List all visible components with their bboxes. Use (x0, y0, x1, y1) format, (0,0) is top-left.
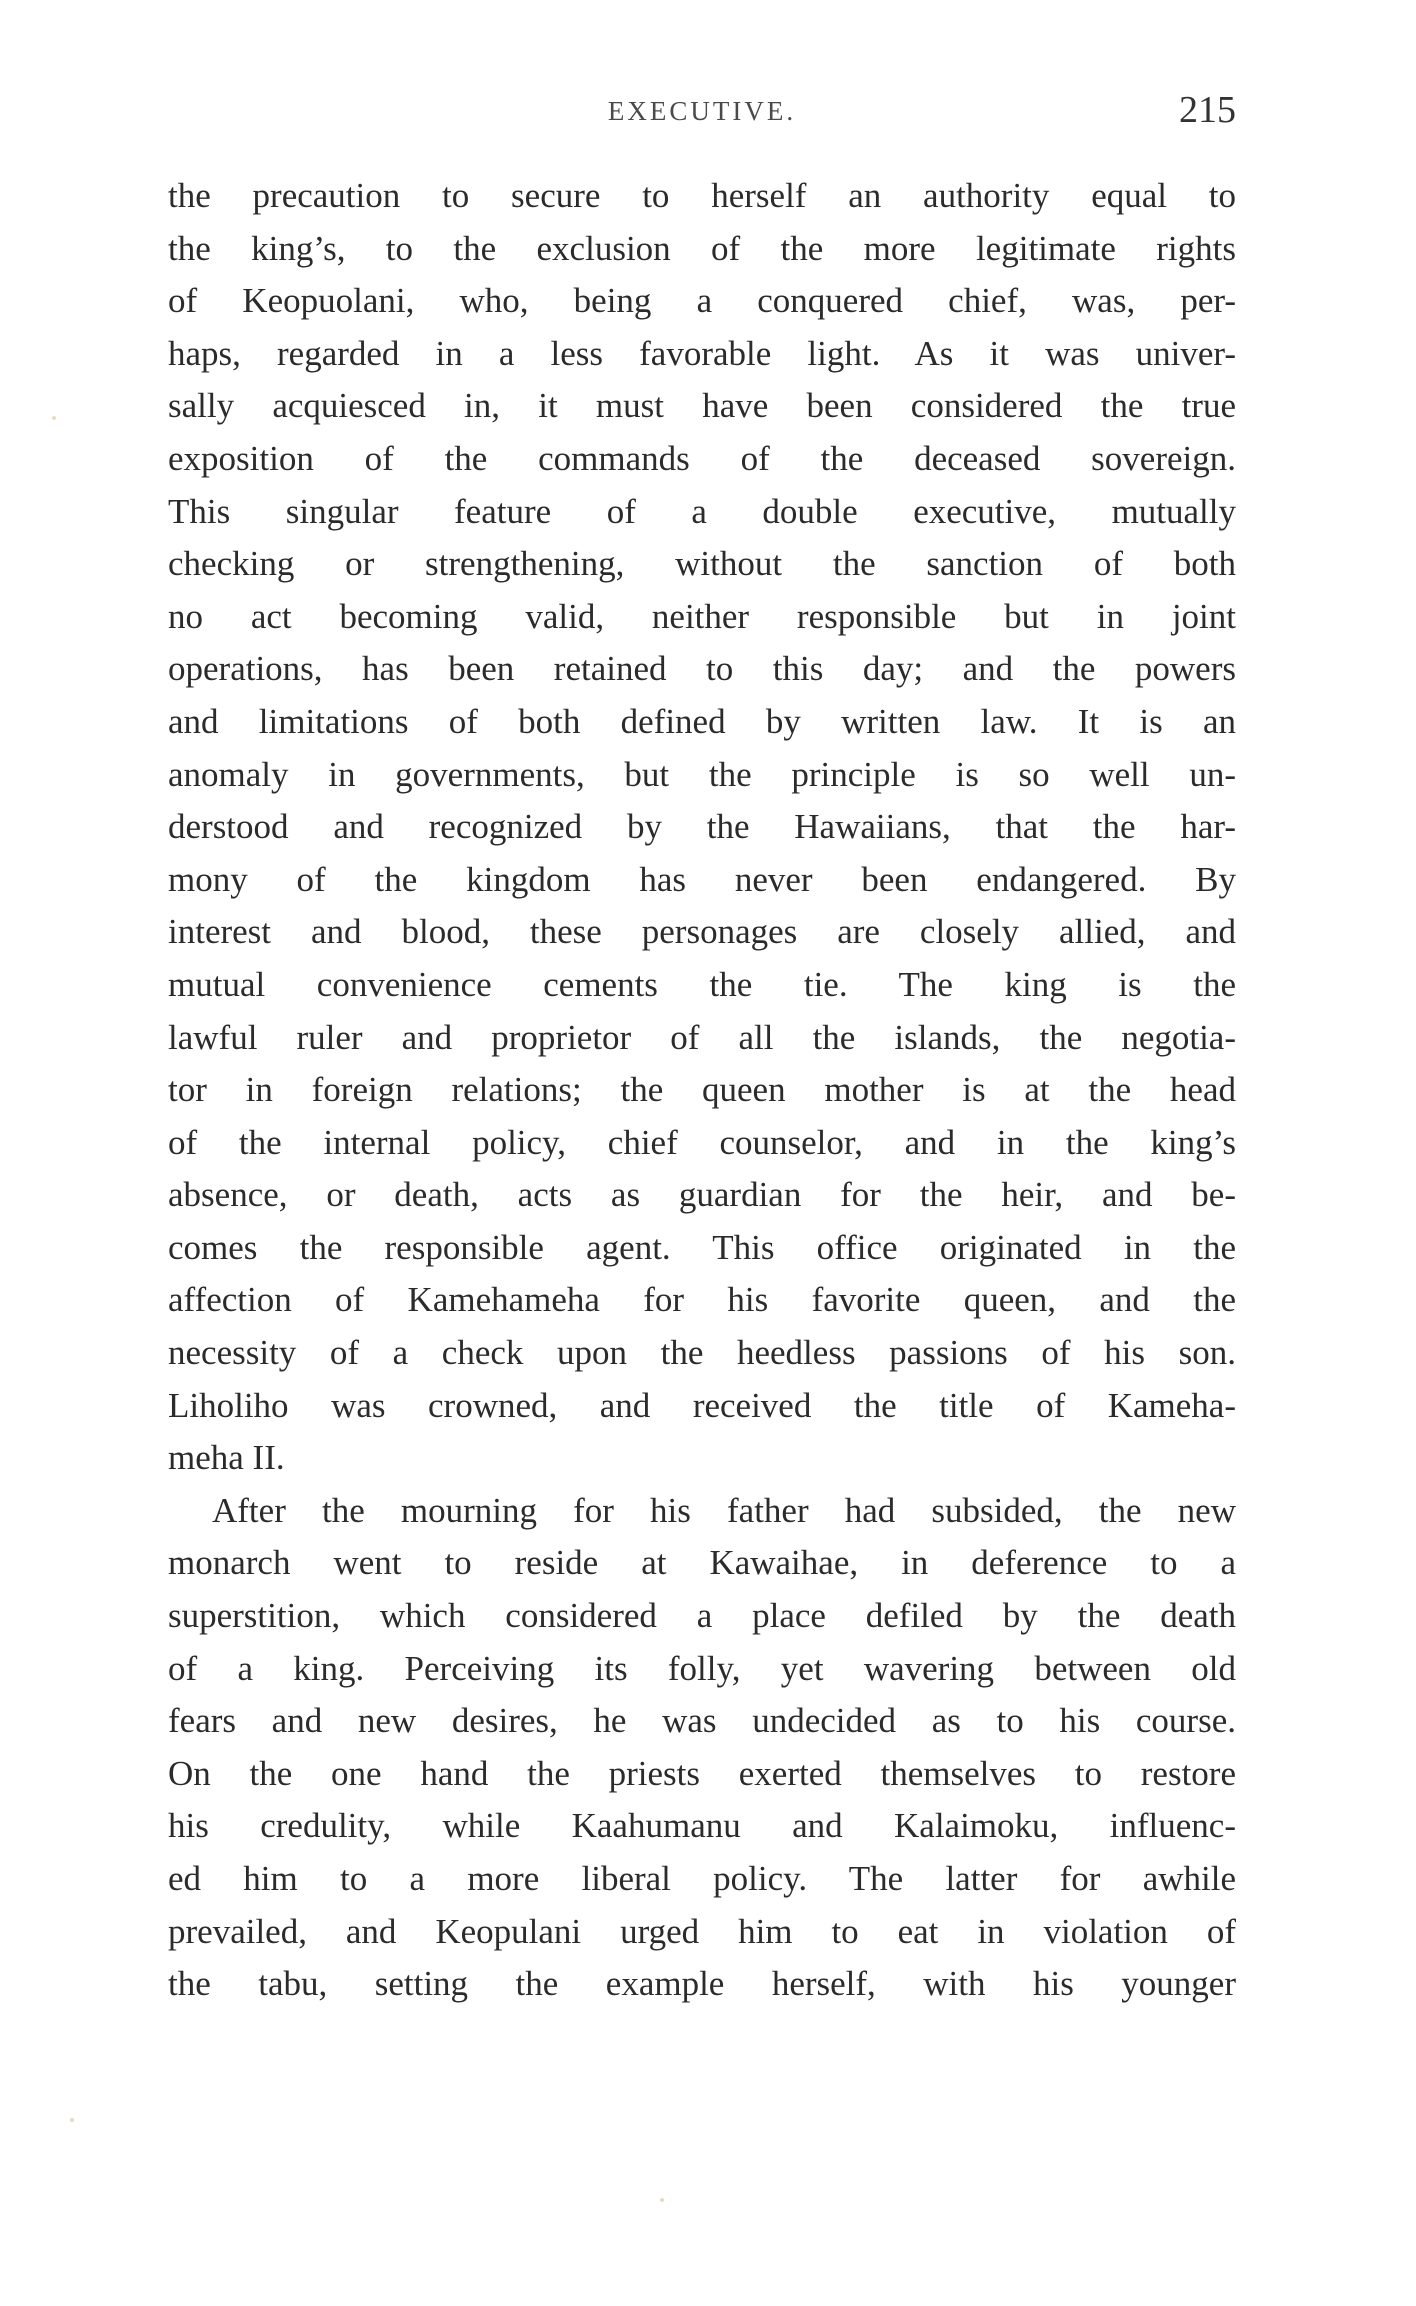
text-line: anomaly in governments, but the principle is so well un- (168, 754, 1236, 794)
running-head-title: EXECUTIVE. (607, 96, 797, 126)
text-line: monarch went to reside at Kawaihae, in deference to a (168, 1543, 1236, 1583)
text-line: superstition, which considered a place defiled by the death (168, 1596, 1236, 1636)
paragraph-1 (168, 170, 1236, 1485)
text-line: necessity of a check upon the heedless passions of his son. (168, 1333, 1236, 1373)
running-head (168, 88, 1236, 148)
text-line: derstood and recognized by the Hawaiians, that the har- (168, 807, 1236, 847)
text-line: ed him to a more liberal policy. The latter for awhile (168, 1859, 1236, 1898)
text-line: his credulity, while Kaahumanu and Kalaimoku, influenc- (168, 1806, 1236, 1846)
paragraph-2 (168, 1485, 1236, 2011)
text-line: operations, has been retained to this day; and the powers (168, 649, 1236, 689)
text-line: exposition of the commands of the deceased sovereign. (168, 438, 1236, 478)
text-line: interest and blood, these personages are closely allied, and (168, 912, 1236, 952)
text-line: of a king. Perceiving its folly, yet wavering between old (168, 1648, 1236, 1688)
text-line: tor in foreign relations; the queen mother is at the head (168, 1070, 1236, 1110)
text-line: mutual convenience cements the tie. The king is the (168, 964, 1236, 1004)
text-line: This singular feature of a double executive, mutually (168, 491, 1236, 531)
body-text (168, 170, 1236, 2011)
text-line: On the one hand the priests exerted themselves to restore (168, 1753, 1236, 1793)
text-line: no act becoming valid, neither responsible but in joint (168, 596, 1236, 636)
page-number: 215 (1179, 89, 1236, 131)
text-line: mony of the kingdom has never been endangered. By (168, 859, 1236, 899)
text-line: fears and new desires, he was undecided as to his course. (168, 1701, 1236, 1741)
text-line: prevailed, and Keopulani urged him to eat in violation of (168, 1911, 1236, 1951)
text-line: affection of Kamehameha for his favorite queen, and the (168, 1280, 1236, 1320)
text-line: the precaution to secure to herself an authority equal to (168, 176, 1236, 215)
text-line: and limitations of both defined by written law. It is an (168, 701, 1236, 741)
text-line: lawful ruler and proprietor of all the islands, the negotia- (168, 1017, 1236, 1057)
text-line: of the internal policy, chief counselor, and in the king’s (168, 1122, 1236, 1162)
text-line: haps, regarded in a less favorable light. As it was univer- (168, 333, 1236, 373)
text-line: absence, or death, acts as guardian for the heir, and be- (168, 1175, 1236, 1215)
paper-speck (70, 2118, 74, 2122)
text-line: sally acquiesced in, it must have been considered the true (168, 386, 1236, 426)
text-line: the tabu, setting the example herself, with his younger (168, 1964, 1236, 2004)
text-line: checking or strengthening, without the sanction of both (168, 544, 1236, 584)
text-line: comes the responsible agent. This office originated in the (168, 1227, 1236, 1267)
text-line: Liholiho was crowned, and received the title of Kameha- (168, 1385, 1236, 1425)
text-line: After the mourning for his father had subsided, the new (212, 1490, 1236, 1530)
text-line: meha II. (168, 1438, 285, 1478)
text-line: of Keopuolani, who, being a conquered chief, was, per- (168, 281, 1236, 321)
paper-speck (52, 416, 56, 420)
paper-speck (660, 2198, 664, 2202)
text-line: the king’s, to the exclusion of the more legitimate rights (168, 228, 1236, 268)
